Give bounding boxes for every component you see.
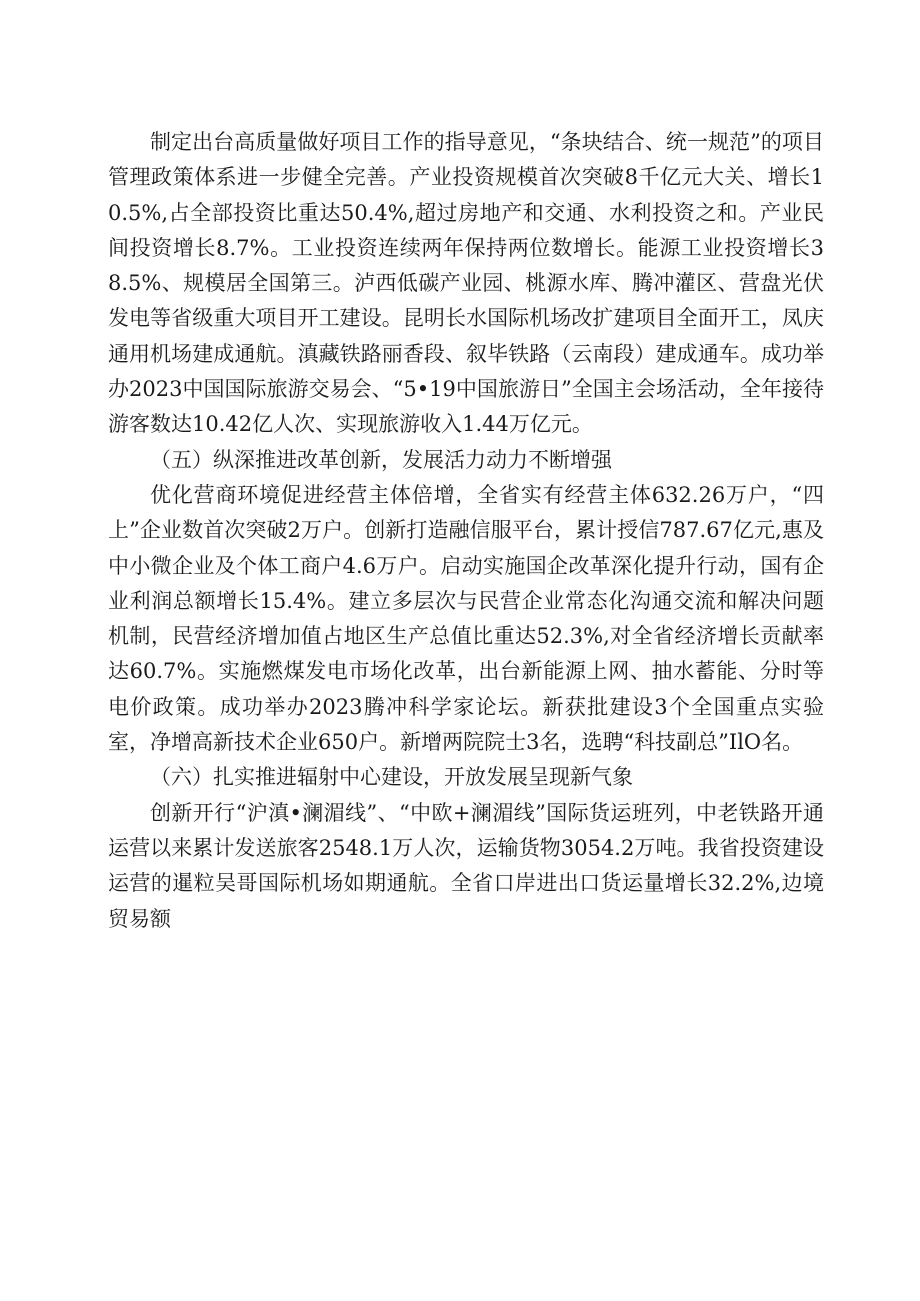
section-heading-radiation-center: （六）扎实推进辐射中心建设，开放发展呈现新气象: [150, 765, 633, 790]
paragraph-international-freight: 创新开行“沪滇•澜湄线”、“中欧+澜湄线”国际货运班列，中老铁路开通运营以来累计发送旅客2548.1万人次，运输货物3054.2万吨。我省投资建设运营的暹粒吴哥国际机场如期通航。全省口岸进出口货运量增长32.2%,边境贸易额: [108, 800, 824, 931]
document-body: [108, 125, 824, 937]
paragraph-project-investment: 制定出台高质量做好项目工作的指导意见，“条块结合、统一规范”的项目管理政策体系进一步健全完善。产业投资规模首次突破8千亿元大关、增长10.5%,占全部投资比重达50.4%,超过房地产和交通、水利投资之和。产业民间投资增长8.7%。工业投资连续两年保持两位数增长。能源工业投资增长38.5%、规模居全国第三。泸西低碳产业园、桃源水库、腾冲灌区、营盘光伏发电等省级重大项目开工建设。昆明长水国际机场改扩建项目全面开工，凤庆通用机场建成通航。滇藏铁路丽香段、叙毕铁路（云南段）建成通车。成功举办2023中国国际旅游交易会、“5•19中国旅游日”全国主会场活动，全年接待游客数达10.42亿人次、实现旅游收入1.44万亿元。: [108, 130, 824, 437]
section-heading-reform-innovation: （五）纵深推进改革创新，发展活力动力不断增强: [150, 447, 612, 472]
paragraph-business-environment: 优化营商环境促进经营主体倍增，全省实有经营主体632.26万户，“四上”企业数首次突破2万户。创新打造融信服平台，累计授信787.67亿元,惠及中小微企业及个体工商户4.6万户。启动实施国企改革深化提升行动，国有企业利润总额增长15.4%。建立多层次与民营企业常态化沟通交流和解决问题机制，民营经济增加值占地区生产总值比重达52.3%,对全省经济增长贡献率达60.7%。实施燃煤发电市场化改革，出台新能源上网、抽水蓄能、分时等电价政策。成功举办2023腾冲科学家论坛。新获批建设3个全国重点实验室，净增高新技术企业650户。新增两院院士3名，选聘“科技副总”IlO名。: [108, 482, 824, 755]
